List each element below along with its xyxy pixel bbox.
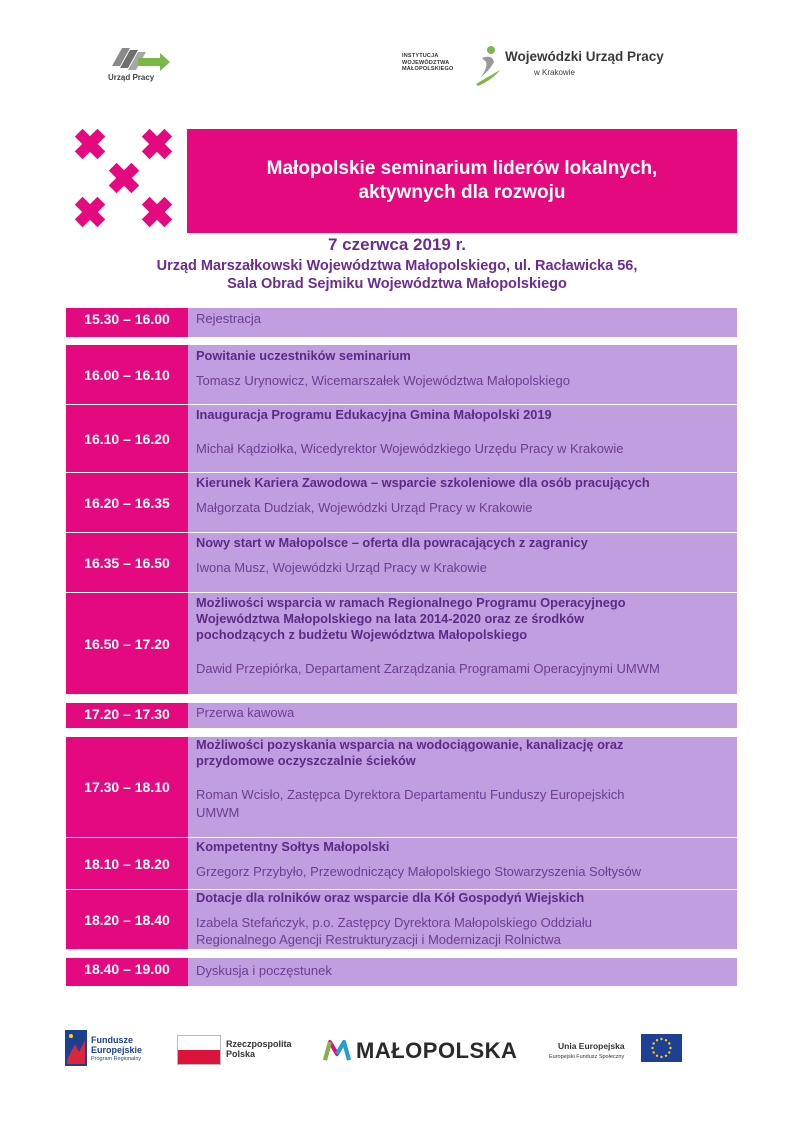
agenda-row — [66, 838, 737, 889]
agenda-title-line: Województwa Małopolskiego na lata 2014-2020 oraz ze środków — [196, 611, 585, 626]
event-date: 7 czerwca 2019 r. — [327, 235, 466, 254]
fundusze-europejskie-icon — [65, 1030, 87, 1066]
agenda-title-line: Możliwości pozyskania wsparcia na wodociągowanie, kanalizację oraz — [196, 737, 624, 752]
agenda-title: Nowy start w Małopolsce – oferta dla powracających z zagranicy — [196, 535, 588, 550]
agenda-body — [188, 308, 737, 337]
fundusze-europejskie-label — [91, 1035, 142, 1055]
venue-line: Urząd Marszałkowski Województwa Małopolskiego, ul. Racławicka 56, — [156, 258, 638, 274]
agenda-row — [66, 890, 737, 949]
program-regionalny-label: Program Regionalny — [91, 1056, 142, 1062]
agenda-row — [66, 737, 737, 837]
malopolska-label: MAŁOPOLSKA — [356, 1038, 518, 1063]
urzad-pracy-icon — [108, 44, 178, 74]
event-title-line: aktywnych dla rozwoju — [358, 182, 566, 203]
agenda-row — [66, 473, 737, 532]
agenda-title: Kompetentny Sołtys Małopolski — [196, 839, 390, 854]
agenda-body — [188, 737, 737, 837]
agenda-row — [66, 533, 737, 592]
agenda-row — [66, 308, 737, 337]
agenda-speaker: Małgorzata Dudziak, Wojewódzki Urząd Pracy w Krakowie — [196, 500, 533, 515]
fe-line: Europejskie — [91, 1045, 143, 1055]
agenda-title: Powitanie uczestników seminarium — [196, 348, 411, 363]
institution-line: WOJEWÓDZTWA — [402, 59, 450, 66]
unia-europejska-label: Unia Europejska — [558, 1041, 625, 1051]
agenda-title-line: pochodzących z budżetu Województwa Małopolskiego — [196, 627, 528, 642]
urzad-pracy-logo — [108, 44, 178, 84]
event-title-line: Małopolskie seminarium liderów lokalnych, — [266, 158, 658, 179]
institution-line: INSTYTUCJA — [402, 53, 439, 59]
agenda-row — [66, 593, 737, 694]
urzad-pracy-label: Urząd Pracy — [108, 73, 155, 82]
crosses-graphic — [74, 128, 180, 228]
fe-line: Fundusze — [91, 1035, 133, 1045]
agenda-item: Dyskusja i poczęstunek — [196, 963, 332, 978]
agenda-body — [188, 405, 737, 472]
agenda-item: Przerwa kawowa — [196, 705, 295, 720]
agenda-body — [188, 958, 737, 986]
agenda-body — [188, 703, 737, 728]
wup-subtitle: w Krakowie — [534, 68, 575, 77]
agenda-time: 16.50 – 17.20 — [66, 593, 188, 694]
agenda-time: 16.20 – 16.35 — [66, 473, 188, 532]
agenda-body — [188, 890, 737, 949]
agenda-speaker-line: UMWM — [196, 805, 240, 820]
rp-line: Rzeczpospolita — [226, 1039, 292, 1049]
venue-line: Sala Obrad Sejmiku Województwa Małopolskiego — [227, 276, 567, 292]
institution-line: MAŁOPOLSKIEGO — [402, 66, 454, 72]
agenda-time: 18.40 – 19.00 — [66, 958, 188, 986]
title-banner — [187, 129, 737, 233]
agenda-speaker-line: Regionalnego Agencji Restrukturyzacji i Modernizacji Rolnictwa — [196, 932, 561, 947]
agenda-time: 17.30 – 18.10 — [66, 737, 188, 837]
agenda-time: 16.10 – 16.20 — [66, 405, 188, 472]
rp-line: Polska — [226, 1049, 256, 1059]
agenda-body — [188, 473, 737, 532]
agenda-time: 16.35 – 16.50 — [66, 533, 188, 592]
agenda-body — [188, 838, 737, 889]
agenda-title: Dotacje dla rolników oraz wsparcie dla Kół Gospodyń Wiejskich — [196, 890, 585, 905]
agenda-speaker-line: Izabela Stefańczyk, p.o. Zastępcy Dyrektora Małopolskiego Oddziału — [196, 915, 592, 930]
agenda-speaker: Iwona Musz, Wojewódzki Urząd Pracy w Krakowie — [196, 560, 487, 575]
agenda-body — [188, 345, 737, 404]
agenda-title: Kierunek Kariera Zawodowa – wsparcie szkoleniowe dla osób pracujących — [196, 475, 650, 490]
rzeczpospolita-label — [226, 1039, 292, 1059]
agenda-title-line: Możliwości wsparcia w ramach Regionalnego Programu Operacyjnego — [196, 595, 626, 610]
polish-flag-icon — [177, 1035, 221, 1065]
malopolska-mark-icon — [323, 1038, 351, 1062]
agenda-time: 17.20 – 17.30 — [66, 703, 188, 728]
eu-flag-icon — [641, 1034, 682, 1062]
efs-label: Europejski Fundusz Społeczny — [549, 1054, 625, 1060]
agenda-row — [66, 405, 737, 472]
agenda-time: 18.10 – 18.20 — [66, 838, 188, 889]
agenda-time: 16.00 – 16.10 — [66, 345, 188, 404]
agenda-title: Inauguracja Programu Edukacyjna Gmina Małopolski 2019 — [196, 407, 552, 422]
agenda-row — [66, 958, 737, 986]
wup-title: Wojewódzki Urząd Pracy — [505, 49, 664, 64]
agenda-title-line: przydomowe oczyszczalnie ścieków — [196, 753, 416, 768]
institution-label — [402, 53, 454, 73]
wup-person-icon — [470, 44, 504, 86]
agenda-body — [188, 533, 737, 592]
agenda-item: Rejestracja — [196, 311, 262, 326]
agenda-speaker: Michał Kądziołka, Wicedyrektor Wojewódzkiego Urzędu Pracy w Krakowie — [196, 441, 624, 456]
agenda-speaker-line: Roman Wcisło, Zastępca Dyrektora Departamentu Funduszy Europejskich — [196, 787, 625, 802]
agenda-row — [66, 345, 737, 404]
agenda-time: 15.30 – 16.00 — [66, 308, 188, 337]
agenda-row — [66, 703, 737, 728]
agenda-speaker: Dawid Przepiórka, Departament Zarządzania Programami Operacyjnymi UMWM — [196, 661, 660, 676]
agenda-speaker: Grzegorz Przybyło, Przewodniczący Małopolskiego Stowarzyszenia Sołtysów — [196, 864, 642, 879]
agenda-speaker: Tomasz Urynowicz, Wicemarszałek Województwa Małopolskiego — [196, 373, 570, 388]
agenda-time: 18.20 – 18.40 — [66, 890, 188, 949]
agenda-body — [188, 593, 737, 694]
